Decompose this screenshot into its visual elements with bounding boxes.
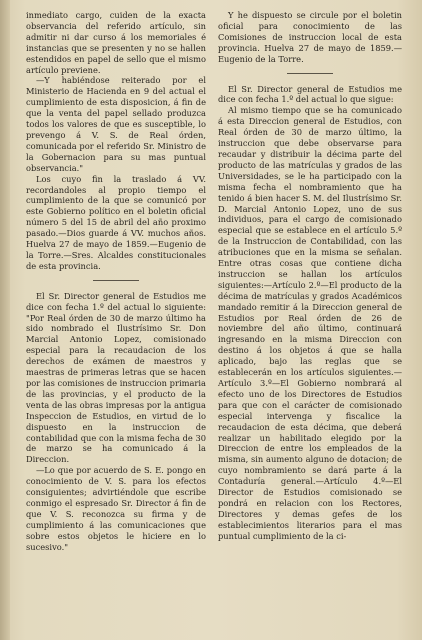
section-divider (93, 280, 139, 281)
paragraph-reiteration: —Y habiéndose reiterado por el Ministerio de Hacienda en 9 del actual el cumplimiento de esta disposicion, á fin de que la venta del papel sellado produzca todos los valores de que es susceptible, lo prevengo á V. S. de Real órden, comunicada por el referido Sr. Ministro de la Gobernacion para su mas puntual observancia." (26, 75, 206, 173)
paragraph-acuerdo: —Lo que por acuerdo de S. E. pongo en conocimiento de V. S. para los efectos consiguientes; advirtiéndole que escribe conmigo el espresado Sr. Director á fin de que V. S. reconozca su firma y de cumplimiento á las comunicaciones que sobre estos objetos le hiciere en lo sucesivo." (26, 465, 206, 552)
paragraph-circular: Y he dispuesto se circule por el boletin oficial para conocimiento de las Comisiones de instruccion local de esta provincia. Huelva 27 de mayo de 1859.—Eugenio de la Torre. (218, 10, 402, 64)
paragraph-director-estudios: El Sr. Director general de Estudios me dice con fecha 1.º del actual lo siguiente: "Por Real órden de 30 de marzo último ha sido nombrado el Ilustrísimo Sr. Don Marcial Antonio Lopez, comisionado especial para la recaudacion de los derechos de exámen de maestros y maestras de primeras letras que se hacen por las comisiones de instruccion primaria de las provincias, y el producto de la venta de las obras impresas por la antigua Inspeccion de Estudios, en virtud de lo dispuesto en la instruccion de contabilidad que con la misma fecha de 30 de marzo se ha comunicado á la Direccion. (26, 290, 207, 465)
right-column (218, 10, 402, 542)
paragraph-director-fecha: El Sr. Director general de Estudios me dice con fecha 1.º del actual lo que sigue: (218, 83, 402, 105)
paragraph-instruccion: Al mismo tiempo que se ha comunicado á esta Direccion general de Estudios, con Real órden de 30 de marzo último, la instruccion que debe observarse para recaudar y distribuir la décima parte del producto de las matrículas y grados de las Universidades, se le ha participado con la misma fecha el nombramiento que ha tenido á bien hacer S. M. del Ilustrísimo Sr. D. Marcial Antonio Lopez, uno de sus individuos, para el cargo de comisionado especial que se establece en el artículo 5.º de la Instruccion de Contabilidad, con las atribuciones que en la misma se señalan. Entre otras cosas que contiene dicha instruccion se hallan los artículos siguientes:—Artículo 2.º—El producto de la décima de matrículas y grados Académicos mandado remitir á la Direccion general de Estudios por Real órden de 26 de noviembre del año último, continuará ingresando en la misma Direccion con destino á los objetos á que se halla aplicado, bajo las reglas que se establecerán en los artículos siguientes.—Artículo 3.º—El Gobierno nombrará al efecto uno de los Directores de Estudios para que con el carácter de comisionado especial intervenga y fiscalice la recaudacion de esta décima, que deberá realizar un habilitado elegido por la Direccion de entre los empleados de la misma, sin aumento alguno de dotacion; de cuyo nombramiento se dará parte á la Contaduría general.—Artículo 4.º—El Director de Estudios comisionado se pondrá en relacion con los Rectores, Directores y demas gefes de los establecimientos literarios para el mas puntual cumplimiento de la ci- (218, 105, 402, 541)
paragraph-traslado: Los cuyo fin la traslado á VV. recordandoles al propio tiempo el cumplimiento de la que se comunicó por este Gobierno político en el boletin oficial número 5 del 15 de abril del año proximo pasado.—Dios guarde á VV. muchos años. Huelva 27 de mayo de 1859.—Eugenio de la Torre.—Sres. Alcaldes constitucionales de esta provincia. (26, 173, 206, 271)
section-divider (287, 73, 333, 74)
library-stamp-watermark (398, 410, 420, 600)
left-column (26, 10, 206, 553)
paragraph-continuation: inmediato cargo, cuiden de la exacta observancia del referido artículo, sin admitir ni dar curso á los memoriales é instancias que se presenten y no se hallen estendidos en papel de sello que el mismo artículo previene. (26, 10, 206, 75)
page-binding-edge (0, 0, 10, 640)
